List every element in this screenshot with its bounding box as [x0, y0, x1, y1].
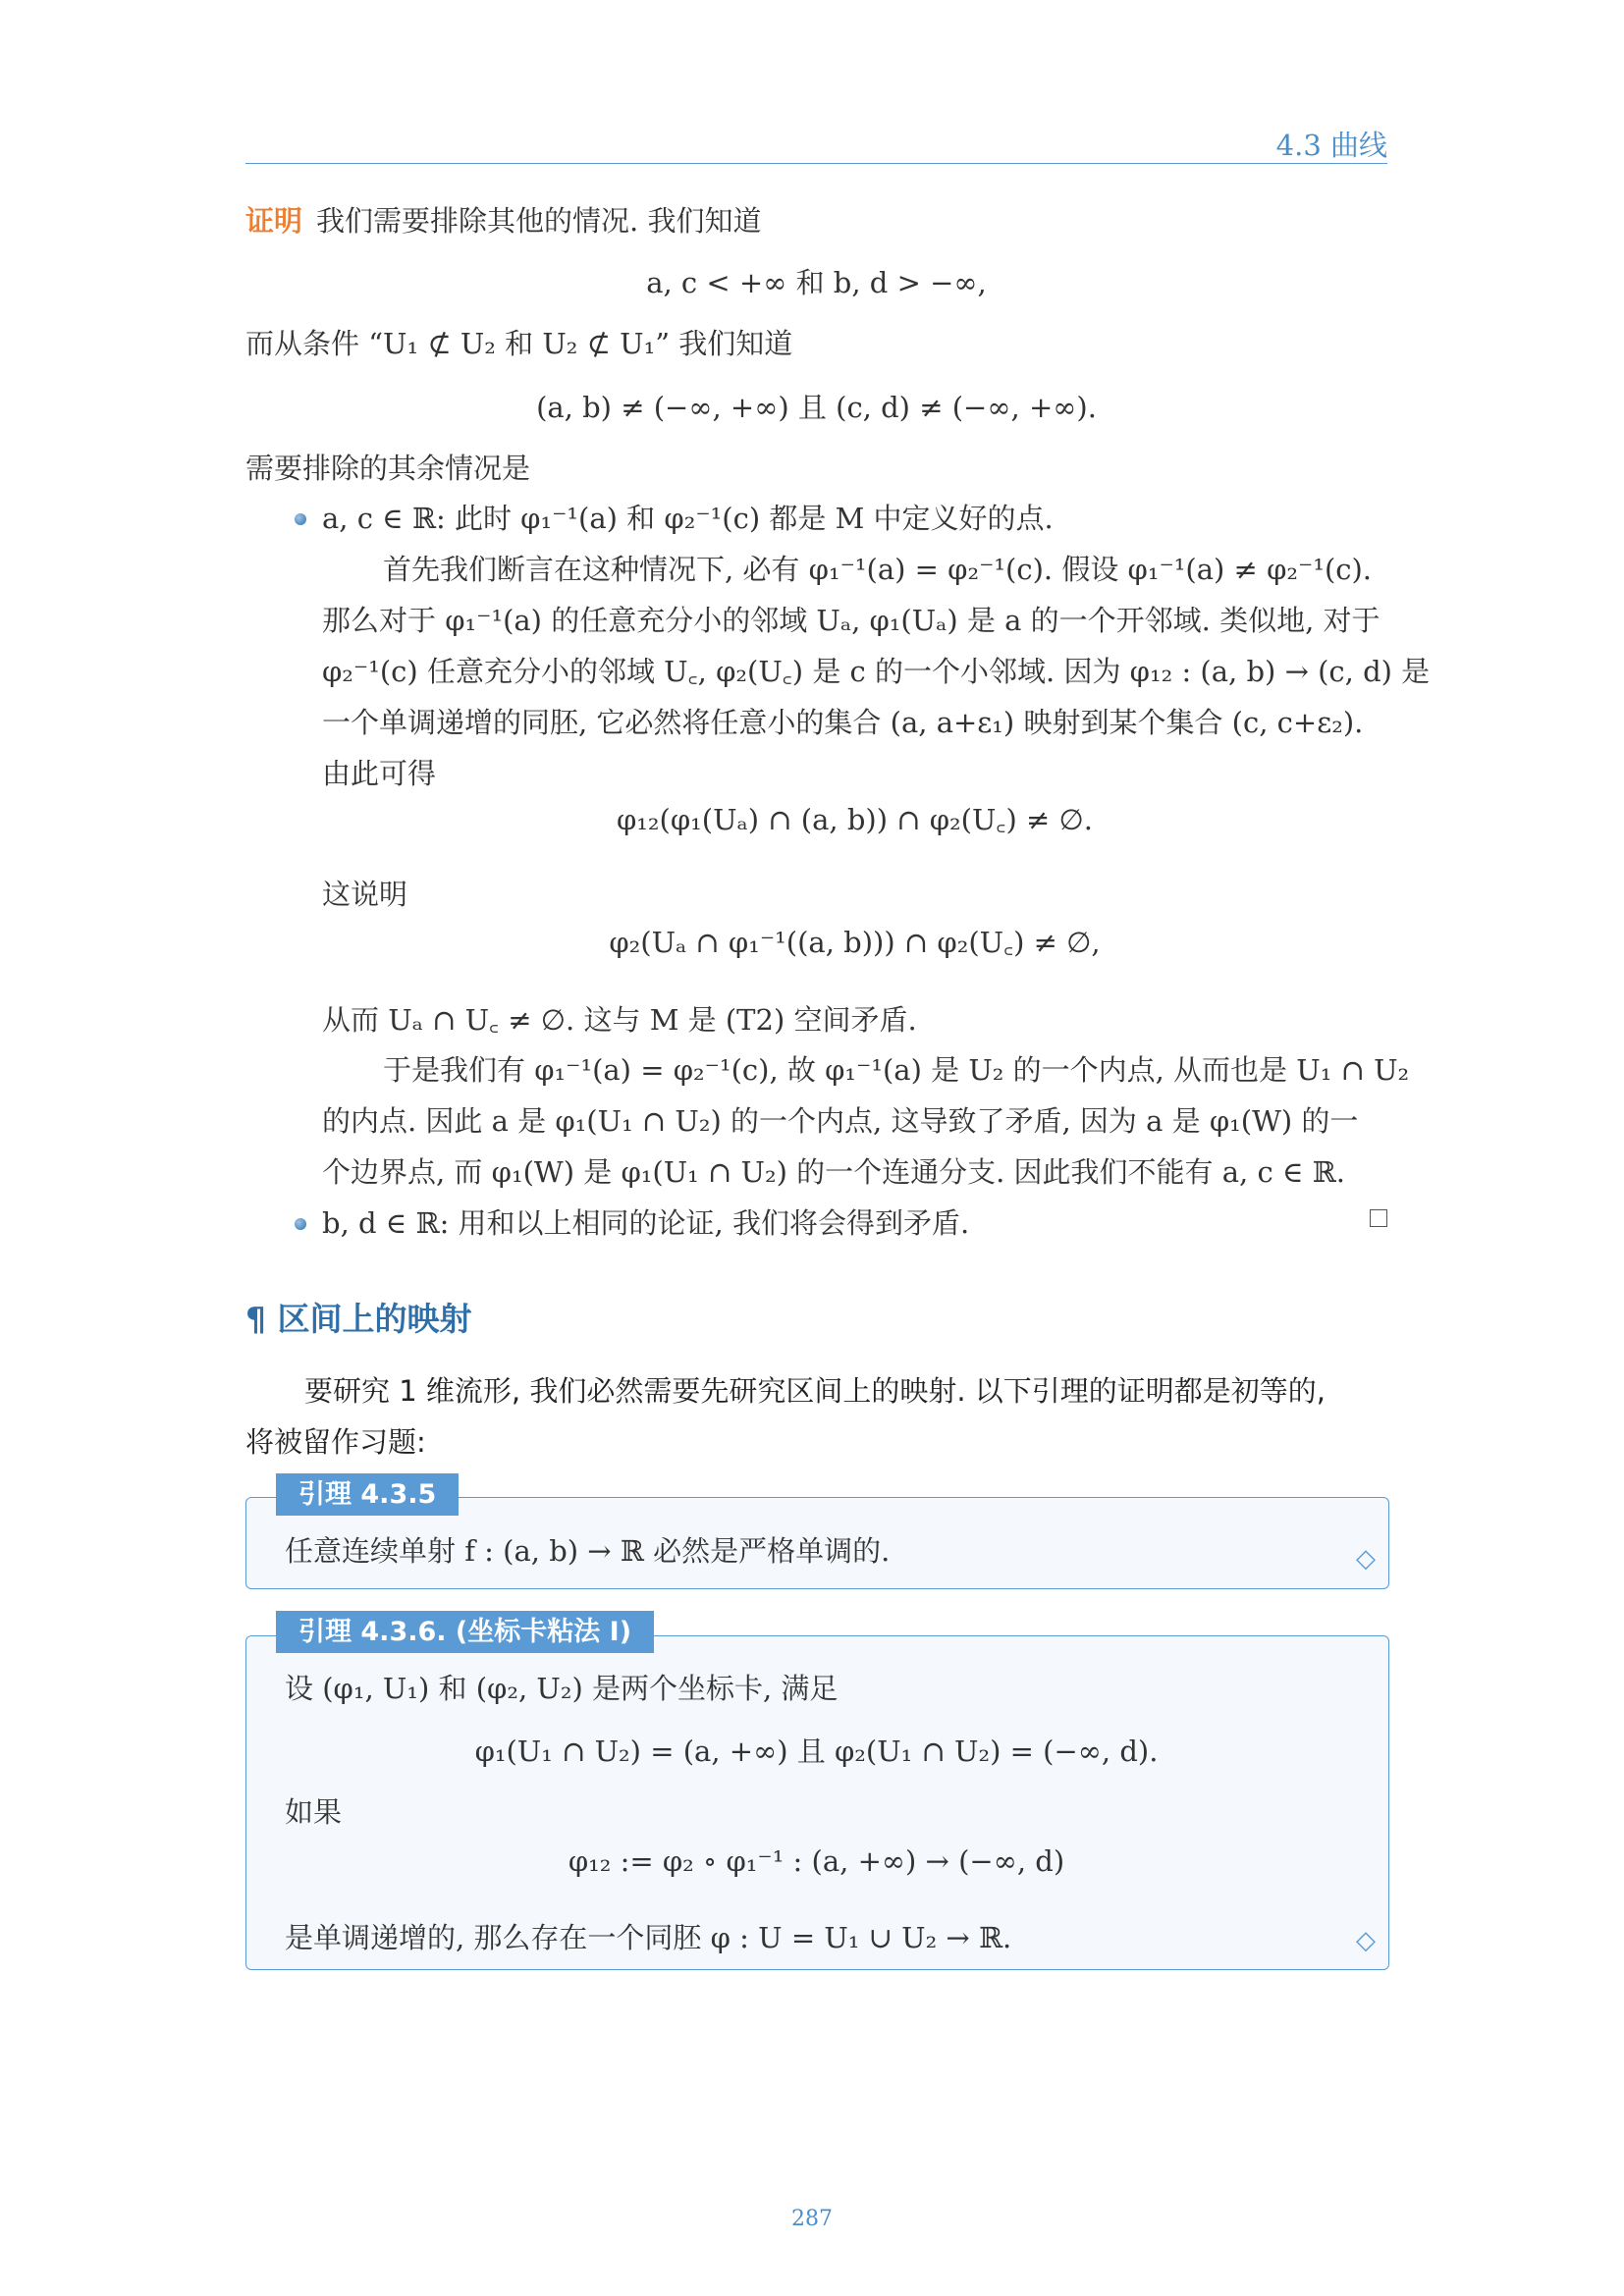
- proof-text: 从而 Uₐ ∩ U꜀ ≠ ∅. 这与 M 是 (T2) 空间矛盾.: [322, 1003, 917, 1037]
- bullet-item: b, d ∈ ℝ: 用和以上相同的论证, 我们将会得到矛盾.: [322, 1206, 970, 1240]
- proof-paragraph-line: 那么对于 φ₁⁻¹(a) 的任意充分小的邻域 Uₐ, φ₁(Uₐ) 是 a 的一个开邻域. 类似地, 对于: [322, 604, 1380, 637]
- running-header-title: 4.3 曲线: [1275, 129, 1387, 162]
- proof-paragraph-line: φ₂⁻¹(c) 任意充分小的邻域 U꜀, φ₂(U꜀) 是 c 的一个小邻域. 因为 φ₁₂ : (a, b) → (c, d) 是: [322, 655, 1431, 688]
- lemma-statement: 任意连续单射 f : (a, b) → ℝ 必然是严格单调的.: [285, 1534, 891, 1568]
- qed-box-icon: [1370, 1209, 1387, 1227]
- proof-text: 而从条件 “U₁ ⊄ U₂ 和 U₂ ⊄ U₁” 我们知道: [245, 327, 793, 360]
- proof-paragraph-line: 于是我们有 φ₁⁻¹(a) = φ₂⁻¹(c), 故 φ₁⁻¹(a) 是 U₂ 的一个内点, 从而也是 U₁ ∩ U₂: [383, 1053, 1410, 1087]
- header-rule: [245, 163, 1387, 164]
- lemma-end-diamond-icon: ◇: [1356, 1544, 1376, 1574]
- proof-label: 证明: [245, 204, 303, 238]
- lemma-end-diamond-icon: ◇: [1356, 1926, 1376, 1955]
- display-equation: a, c < +∞ 和 b, d > −∞,: [646, 266, 987, 299]
- proof-paragraph-line: 首先我们断言在这种情况下, 必有 φ₁⁻¹(a) = φ₂⁻¹(c). 假设 φ₁⁻¹(a) ≠ φ₂⁻¹(c).: [383, 553, 1373, 586]
- bullet-item: a, c ∈ ℝ: 此时 φ₁⁻¹(a) 和 φ₂⁻¹(c) 都是 M 中定义好的点.: [322, 502, 1054, 535]
- proof-paragraph-line: 一个单调递增的同胚, 它必然将任意小的集合 (a, a+ε₁) 映射到某个集合 (c, c+ε₂).: [322, 706, 1364, 739]
- display-equation: φ₁₂(φ₁(Uₐ) ∩ (a, b)) ∩ φ₂(U꜀) ≠ ∅.: [616, 803, 1093, 836]
- proof-paragraph-line: 由此可得: [322, 757, 437, 790]
- proof-first-line: [245, 199, 761, 240]
- proof-paragraph-line: 的内点. 因此 a 是 φ₁(U₁ ∩ U₂) 的一个内点, 这导致了矛盾, 因为 a 是 φ₁(W) 的一: [322, 1104, 1359, 1138]
- bullet-marker: [295, 513, 306, 525]
- display-equation: φ₂(Uₐ ∩ φ₁⁻¹((a, b))) ∩ φ₂(U꜀) ≠ ∅,: [609, 926, 1101, 959]
- proof-text: 这说明: [322, 878, 408, 911]
- proof-paragraph-line: 个边界点, 而 φ₁(W) 是 φ₁(U₁ ∩ U₂) 的一个连通分支. 因此我们不能有 a, c ∈ ℝ.: [322, 1155, 1345, 1189]
- lemma-label: 引理 4.3.5: [276, 1473, 459, 1516]
- proof-text: 我们需要排除其他的情况. 我们知道: [316, 204, 762, 238]
- bullet-marker: [295, 1218, 306, 1230]
- display-equation: φ₁₂ := φ₂ ∘ φ₁⁻¹ : (a, +∞) → (−∞, d): [568, 1844, 1065, 1878]
- section-heading: ¶ 区间上的映射: [245, 1300, 472, 1338]
- proof-text: 需要排除的其余情况是: [245, 452, 531, 485]
- display-equation: φ₁(U₁ ∩ U₂) = (a, +∞) 且 φ₂(U₁ ∩ U₂) = (−∞, d).: [474, 1735, 1159, 1768]
- lemma-label: 引理 4.3.6. (坐标卡粘法 I): [276, 1611, 654, 1653]
- page-number: 287: [791, 2207, 833, 2231]
- section-intro-line: 要研究 1 维流形, 我们必然需要先研究区间上的映射. 以下引理的证明都是初等的,: [304, 1374, 1326, 1408]
- display-equation: (a, b) ≠ (−∞, +∞) 且 (c, d) ≠ (−∞, +∞).: [536, 391, 1097, 424]
- lemma-text: 如果: [285, 1795, 343, 1829]
- lemma-text: 是单调递增的, 那么存在一个同胚 φ : U = U₁ ∪ U₂ → ℝ.: [285, 1921, 1012, 1954]
- lemma-text: 设 (φ₁, U₁) 和 (φ₂, U₂) 是两个坐标卡, 满足: [285, 1672, 839, 1705]
- section-intro-line: 将被留作习题:: [245, 1425, 426, 1459]
